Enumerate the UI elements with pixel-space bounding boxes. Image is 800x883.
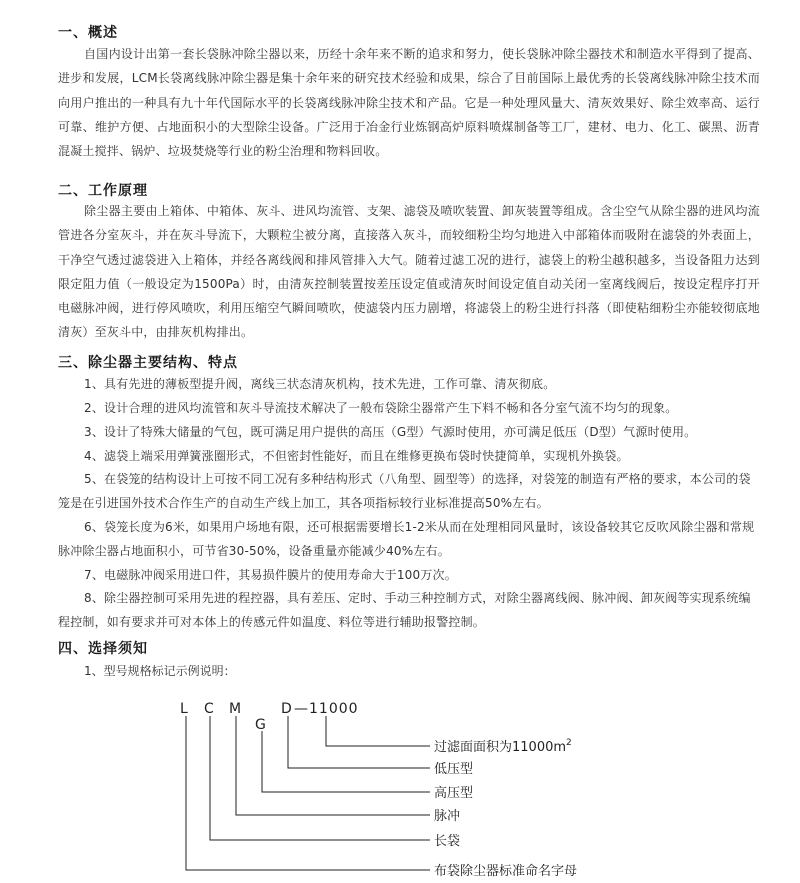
model-letter-m: M bbox=[229, 701, 242, 717]
feature-item-8: 8、除尘器控制可采用先进的程控器，具有差压、定时、手动三种控制方式，对除尘器离线阀、脉冲阀、卸灰阀等实现系统编程控制，如有要求并可对本体上的传感元件如温度、料位等进行辅助报警控制。 bbox=[58, 591, 751, 630]
section-3-title: 三、除尘器主要结构、特点 bbox=[58, 355, 238, 371]
label-standard-letters: 布袋除尘器标准命名字母 bbox=[434, 864, 578, 879]
feature-item-7: 7、电磁脉冲阀采用进口件，其易损件膜片的使用寿命大于100万次。 bbox=[84, 568, 457, 582]
label-long-bag: 长袋 bbox=[434, 834, 461, 849]
section-1-title: 一、概述 bbox=[58, 25, 118, 41]
feature-item-3: 3、设计了特殊大储量的气包，既可满足用户提供的高压（G型）气源时使用，亦可满足低压（D型）气源时使用。 bbox=[84, 425, 697, 439]
label-pulse: 脉冲 bbox=[434, 809, 461, 824]
label-filter-area: 过滤面面积为$11000m^2$ bbox=[434, 738, 572, 755]
feature-item-6: 6、袋笼长度为6米，如果用户场地有限，还可根据需要增长1-2米从而在处理相同风量时，该设备较其它反吹风除尘器和常规脉冲除尘器占地面积小，可节省30-50%，设备重量亦能减少40%左右。 bbox=[58, 520, 755, 559]
model-letter-l: L bbox=[180, 701, 188, 717]
feature-item-2: 2、设计合理的进风均流管和灰斗导流技术解决了一般布袋除尘器常产生下料不畅和各分室气流不均匀的现象。 bbox=[84, 401, 678, 415]
model-letter-c: C bbox=[204, 701, 214, 717]
feature-item-1: 1、具有先进的薄板型提升阀，离线三状态清灰机构，技术先进，工作可靠、清灰彻底。 bbox=[84, 377, 556, 391]
section-4-title: 四、选择须知 bbox=[58, 641, 148, 657]
label-low-pressure: 低压型 bbox=[434, 762, 474, 777]
model-suffix-area: —11000 bbox=[294, 701, 359, 717]
model-letter-g: G bbox=[255, 717, 266, 733]
section-1-body: 自国内设计出第一套长袋脉冲除尘器以来，历经十余年来不断的追求和努力，使长袋脉冲除尘器技术和制造水平得到了提高、进步和发展，LCM长袋离线脉冲除尘器是集十余年来的研究技术经验和成果，综合了目前国际上最优秀的长袋离线脉冲除尘技术而向用户推出的一种具有九十年代国际水平的长袋离线脉冲除尘技术和产品。它是一种处理风量大、清灰效果好、除尘效率高、运行可靠、维护方便、占地面积小的大型除尘设备。广泛用于冶金行业炼钢高炉原料喷煤制备等工厂，建材、电力、化工、碳黑、沥青混凝土搅拌、锅炉、垃圾焚烧等行业的粉尘治理和物料回收。 bbox=[58, 47, 760, 159]
section-2-body: 除尘器主要由上箱体、中箱体、灰斗、进风均流管、支架、滤袋及喷吹装置、卸灰装置等组成。含尘空气从除尘器的进风均流管进各分室灰斗，并在灰斗导流下，大颗粒尘被分离，直接落入灰斗，而较细粉尘均匀地进入中部箱体而吸附在滤袋的外表面上，干净空气透过滤袋进入上箱体，并经各离线阀和排风管排入大气。随着过滤工况的进行，滤袋上的粉尘越积越多，当设备阻力达到限定阻力值（一般设定为1500Pa）时，由清灰控制装置按差压设定值或清灰时间设定值自动关闭一室离线阀后，按设定程序打开电磁脉冲阀，进行停风喷吹，利用压缩空气瞬间喷吹，使滤袋内压力剧增，将滤袋上的粉尘进行抖落（即使粘细粉尘亦能较彻底地清灰）至灰斗中，由排灰机构排出。 bbox=[58, 204, 760, 340]
feature-item-4: 4、滤袋上端采用弹簧涨圈形式，不但密封性能好，而且在维修更换布袋时快捷简单，实现机外换袋。 bbox=[84, 449, 629, 463]
model-example-caption: 1、型号规格标记示例说明： bbox=[84, 664, 236, 678]
feature-item-5: 5、在袋笼的结构设计上可按不同工况有多种结构形式（八角型、圆型等）的选择，对袋笼的制造有严格的要求，本公司的袋笼是在引进国外技术合作生产的自动生产线上加工，其各项指标较行业标准提高50%左右。 bbox=[58, 472, 751, 511]
model-letter-d: D bbox=[281, 701, 292, 717]
section-2-title: 二、工作原理 bbox=[58, 183, 148, 199]
label-high-pressure: 高压型 bbox=[434, 786, 474, 801]
